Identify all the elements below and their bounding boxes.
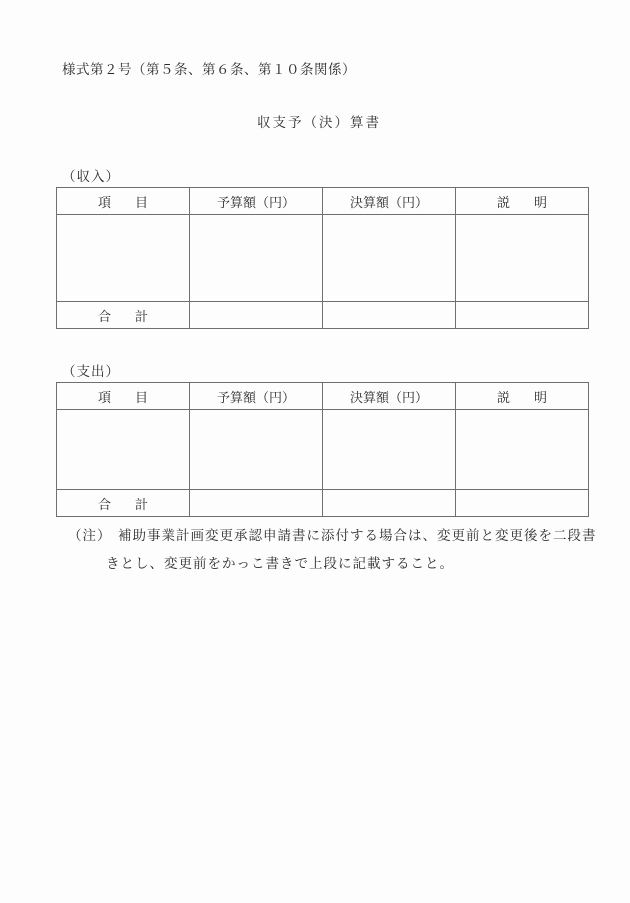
income-settlement-cell[interactable] — [323, 215, 456, 302]
income-section-label: （収入） — [62, 169, 120, 185]
note-text-1: 補助事業計画変更承認申請書に添付する場合は、変更前と変更後を二段書 — [118, 528, 597, 544]
income-table-row — [57, 215, 589, 302]
income-total-description-cell[interactable] — [456, 302, 589, 329]
expenditure-item-cell[interactable] — [57, 410, 190, 490]
income-total-settlement-cell[interactable] — [323, 302, 456, 329]
form-number: 様式第２号（第５条、第６条、第１０条関係） — [62, 62, 356, 78]
income-header-row — [57, 188, 589, 215]
expenditure-total-description-cell[interactable] — [456, 490, 589, 517]
note-line-1 — [68, 522, 598, 550]
income-total-label: 合計 — [57, 302, 190, 329]
expenditure-total-row — [57, 490, 589, 517]
header-item: 項目 — [57, 188, 190, 215]
income-budget-cell[interactable] — [190, 215, 323, 302]
header-description: 説明 — [456, 383, 589, 410]
header-budget-amount: 予算額（円） — [190, 383, 323, 410]
expenditure-section-label: （支出） — [62, 364, 120, 380]
expenditure-total-settlement-cell[interactable] — [323, 490, 456, 517]
expenditure-table-row — [57, 410, 589, 490]
note-mark: （注） — [68, 528, 112, 544]
income-total-budget-cell[interactable] — [190, 302, 323, 329]
expenditure-header-row — [57, 383, 589, 410]
income-description-cell[interactable] — [456, 215, 589, 302]
expenditure-description-cell[interactable] — [456, 410, 589, 490]
note — [68, 522, 598, 578]
note-line-2: きとし、変更前をかっこ書きで上段に記載すること。 — [106, 556, 454, 572]
expenditure-settlement-cell[interactable] — [323, 410, 456, 490]
header-item: 項目 — [57, 383, 190, 410]
document-title: 収支予（決）算書 — [257, 115, 381, 131]
income-item-cell[interactable] — [57, 215, 190, 302]
income-table — [56, 187, 589, 329]
expenditure-total-budget-cell[interactable] — [190, 490, 323, 517]
expenditure-total-label: 合計 — [57, 490, 190, 517]
header-description: 説明 — [456, 188, 589, 215]
expenditure-budget-cell[interactable] — [190, 410, 323, 490]
header-settlement-amount: 決算額（円） — [323, 188, 456, 215]
income-total-row — [57, 302, 589, 329]
expenditure-table — [56, 382, 589, 517]
header-settlement-amount: 決算額（円） — [323, 383, 456, 410]
header-budget-amount: 予算額（円） — [190, 188, 323, 215]
